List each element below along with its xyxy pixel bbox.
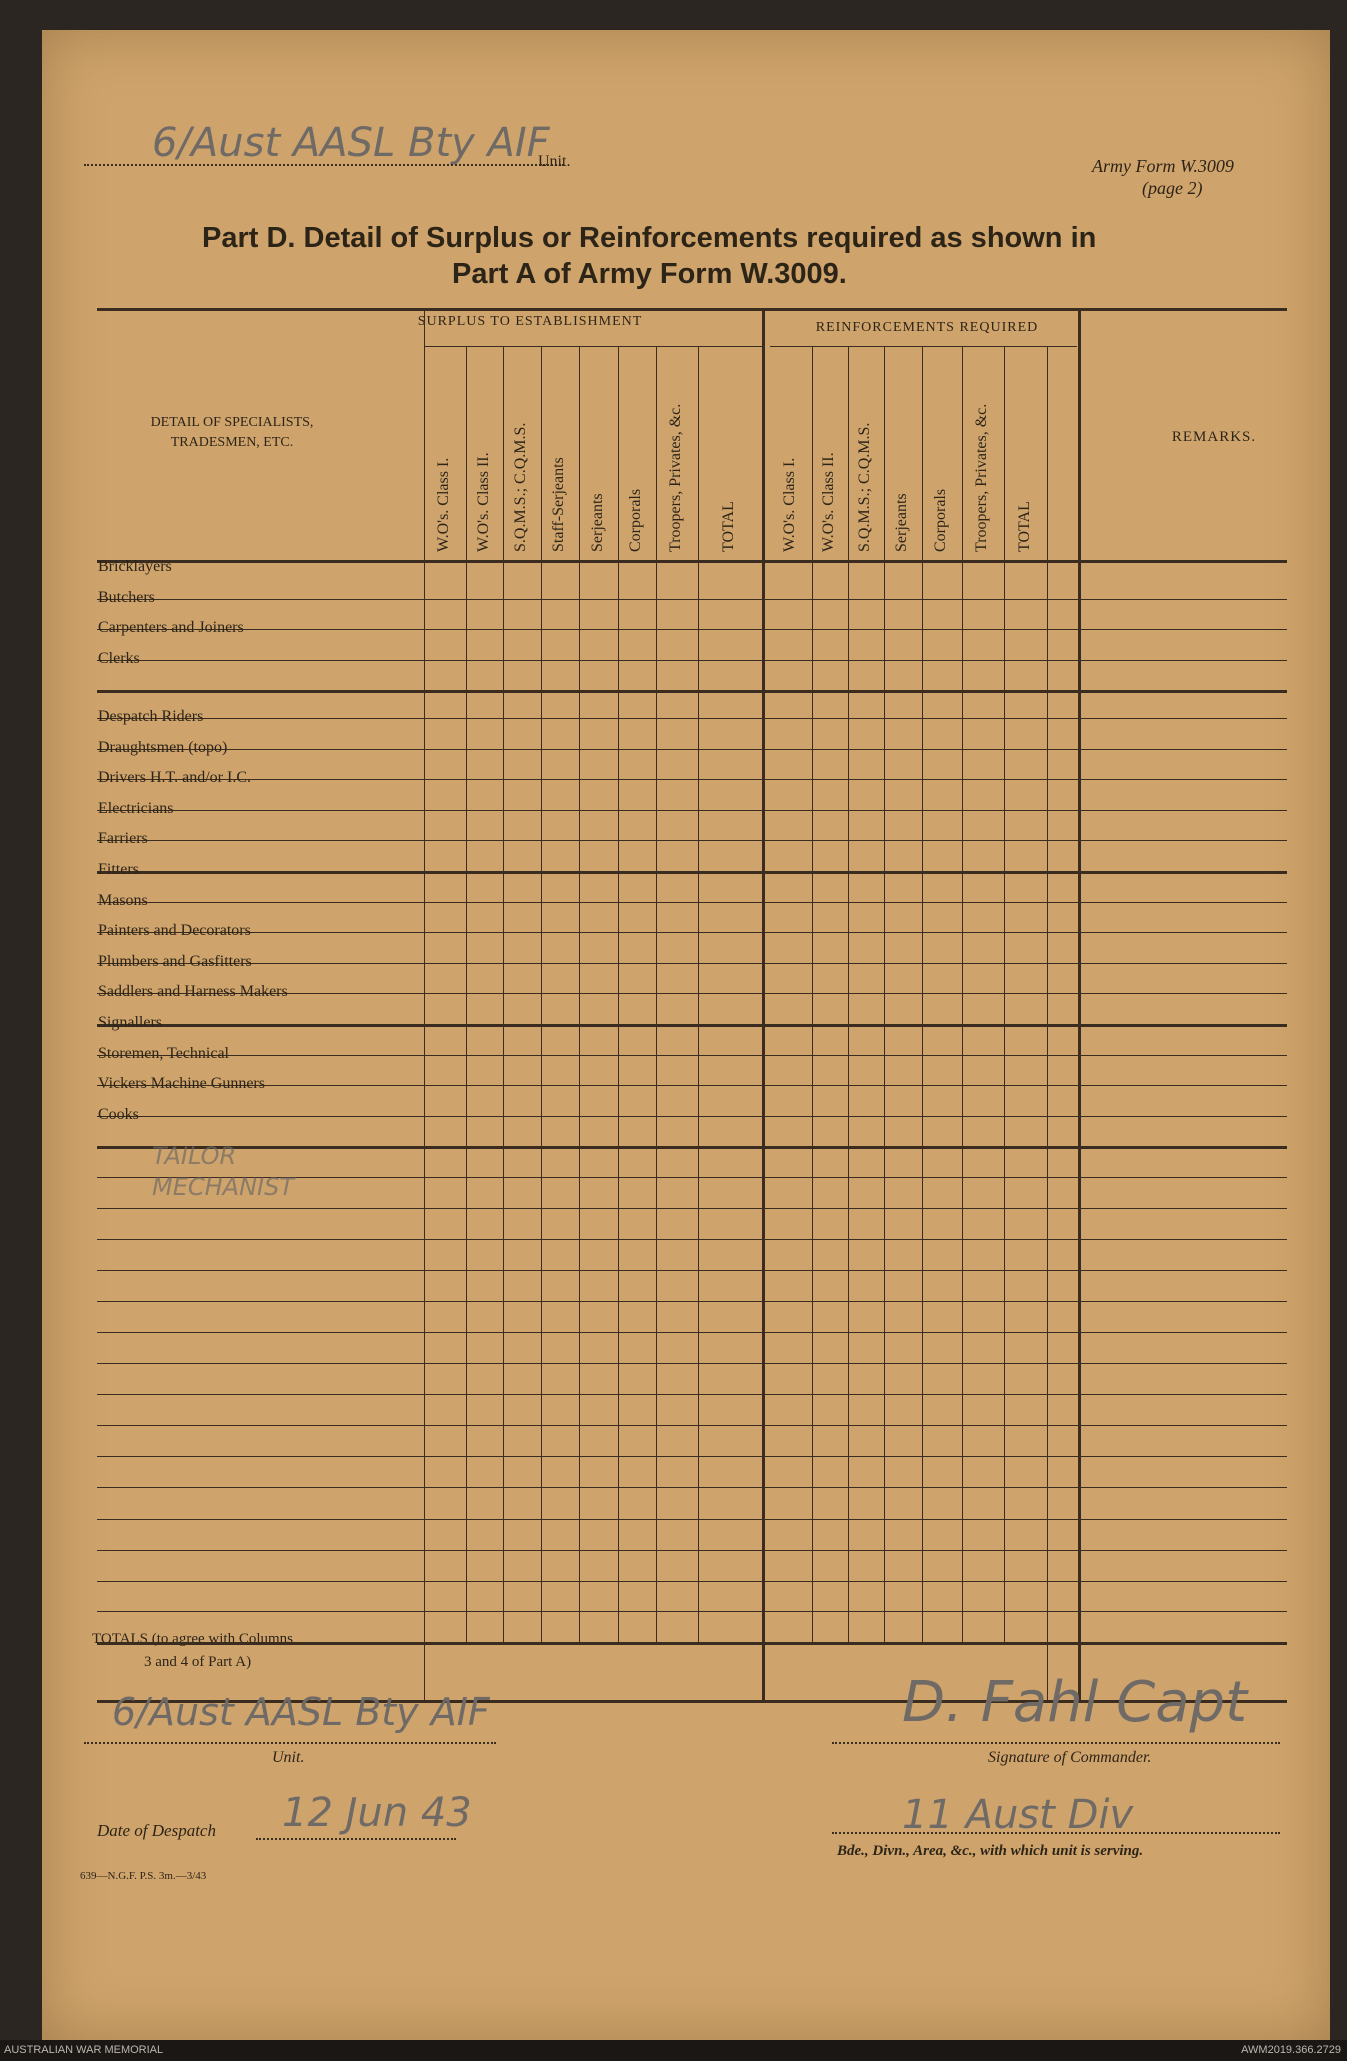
title-line-1: Part D. Detail of Surplus or Reinforcements required as shown in <box>202 222 1097 254</box>
reinf-col-header: W.O's. Class I. <box>781 457 798 552</box>
surplus-col-header: Staff-Serjeants <box>550 457 567 552</box>
row-rule <box>97 1487 1287 1488</box>
totals-top-rule <box>97 1642 1287 1645</box>
row-label: Draughtsmen (topo) <box>98 738 228 756</box>
row-rule <box>97 932 1287 933</box>
reinf-col-header: W.O's. Class II. <box>820 452 837 552</box>
row-label: Despatch Riders <box>98 707 204 725</box>
surplus-col-header: Corporals <box>627 488 644 552</box>
row-rule <box>97 690 1287 693</box>
footer-unit-line <box>84 1742 496 1744</box>
column-rule <box>579 346 580 1642</box>
totals-label-1: TOTALS (to agree with Columns <box>92 1631 293 1647</box>
row-label: Electricians <box>98 799 174 817</box>
column-rule <box>922 346 923 1642</box>
row-rule <box>97 718 1287 719</box>
row-label: Plumbers and Gasfitters <box>98 952 252 970</box>
row-rule <box>97 599 1287 600</box>
surplus-right-rule <box>762 308 765 1700</box>
column-rule <box>424 308 425 1700</box>
unit-handwritten: 6/Aust AASL Bty AIF <box>152 120 550 166</box>
reinf-col-header: Serjeants <box>893 493 910 552</box>
row-rule <box>97 1425 1287 1426</box>
reinf-sub-rule <box>770 346 1077 347</box>
row-label: Cooks <box>98 1105 139 1123</box>
row-label: Clerks <box>98 649 140 667</box>
detail-table <box>42 30 1330 1730</box>
row-rule <box>97 1332 1287 1333</box>
row-label: Vickers Machine Gunners <box>98 1075 265 1093</box>
totals-label-2: 3 and 4 of Part A) <box>144 1654 252 1670</box>
bde-handwritten: 11 Aust Div <box>902 1792 1134 1838</box>
row-rule <box>97 660 1287 661</box>
row-rule <box>97 629 1287 630</box>
row-rule <box>97 1270 1287 1271</box>
row-rule <box>97 1550 1287 1551</box>
row-label: Masons <box>98 891 148 909</box>
surplus-sub-rule <box>424 346 762 347</box>
footer-unit-handwritten: 6/Aust AASL Bty AIF <box>112 1690 490 1734</box>
surplus-col-header: TOTAL <box>720 501 737 552</box>
column-rule <box>812 346 813 1642</box>
row-label: Painters and Decorators <box>98 922 251 940</box>
row-rule <box>97 1055 1287 1056</box>
row-rule <box>97 1581 1287 1582</box>
row-rule <box>97 871 1287 874</box>
reinf-col-header: Troopers, Privates, &c. <box>973 403 990 552</box>
date-line <box>256 1838 456 1840</box>
title-line-2: Part A of Army Form W.3009. <box>452 258 847 290</box>
archive-right: AWM2019.366.2729 <box>1241 2044 1341 2056</box>
row-rule <box>97 902 1287 903</box>
column-rule <box>618 346 619 1642</box>
row-rule <box>97 1024 1287 1027</box>
column-rule <box>884 346 885 1642</box>
row-label: Fitters <box>98 860 139 878</box>
signature-handwritten: D. Fahl Capt <box>902 1670 1248 1735</box>
handwritten-row-label: MECHANIST <box>152 1172 295 1201</box>
reinf-col-header: TOTAL <box>1015 501 1033 552</box>
row-rule <box>97 1239 1287 1240</box>
column-rule <box>541 346 542 1642</box>
row-rule <box>97 749 1287 750</box>
surplus-header: SURPLUS TO ESTABLISHMENT <box>417 314 643 329</box>
row-label: Butchers <box>98 588 155 606</box>
unit-label: Unit. <box>538 153 571 170</box>
form-sheet <box>42 30 1330 2040</box>
column-rule <box>466 346 467 1642</box>
surplus-col-header: Troopers, Privates, &c. <box>667 403 684 552</box>
column-rule <box>698 346 699 1642</box>
row-label: Bricklayers <box>98 558 172 575</box>
row-label: Drivers H.T. and/or I.C. <box>98 769 251 787</box>
row-rule <box>97 810 1287 811</box>
column-rule <box>962 346 963 1642</box>
row-rule <box>97 1116 1287 1117</box>
row-rule <box>97 963 1287 964</box>
row-label: Farriers <box>98 830 148 848</box>
row-rule <box>97 840 1287 841</box>
column-rule <box>848 346 849 1642</box>
surplus-col-header: S.Q.M.S.; C.Q.M.S. <box>512 422 529 552</box>
reinforcements-header: REINFORCEMENTS REQUIRED <box>815 320 1039 335</box>
bde-line <box>832 1832 1280 1834</box>
row-rule <box>97 1456 1287 1457</box>
row-label: Carpenters and Joiners <box>98 619 244 637</box>
row-label: Storemen, Technical <box>98 1044 229 1062</box>
row-label: Signallers <box>98 1013 162 1031</box>
remarks-header: REMARKS. <box>1171 429 1257 445</box>
column-rule <box>1047 346 1048 1700</box>
row-rule <box>97 1085 1287 1086</box>
column-rule <box>503 346 504 1642</box>
surplus-col-header: W.O's. Class II. <box>474 452 492 552</box>
reinf-col-header: Corporals <box>932 488 949 552</box>
form-ref: Army Form W.3009 <box>1092 156 1234 176</box>
row-rule <box>97 1301 1287 1302</box>
archive-left: AUSTRALIAN WAR MEMORIAL <box>4 2044 164 2056</box>
detail-header: DETAIL OF SPECIALISTS, TRADESMEN, ETC. <box>150 415 314 450</box>
footer-unit-label: Unit. <box>272 1749 305 1766</box>
row-rule <box>97 1611 1287 1612</box>
print-ref: 639—N.G.F. P.S. 3m.—3/43 <box>80 1870 207 1882</box>
surplus-col-header: Serjeants <box>588 493 606 552</box>
date-handwritten: 12 Jun 43 <box>282 1790 472 1836</box>
row-rule <box>97 1394 1287 1395</box>
row-rule <box>97 1363 1287 1364</box>
row-rule <box>97 1146 1287 1149</box>
header-bottom-rule <box>97 560 1287 563</box>
column-rule <box>656 346 657 1642</box>
surplus-col-header: W.O's. Class I. <box>435 457 452 552</box>
column-rule <box>1004 346 1005 1642</box>
reinf-col-header: S.Q.M.S.; C.Q.M.S. <box>856 422 873 552</box>
row-rule <box>97 779 1287 780</box>
row-label: Saddlers and Harness Makers <box>98 983 288 1001</box>
row-rule <box>97 1208 1287 1209</box>
signature-line <box>832 1742 1280 1744</box>
form-page: (page 2) <box>1142 178 1203 198</box>
archive-footer <box>0 2040 1347 2061</box>
bde-label: Bde., Divn., Area, &c., with which unit is serving. <box>837 1843 1144 1859</box>
handwritten-row-label: TAILOR <box>152 1142 237 1171</box>
signature-label: Signature of Commander. <box>988 1749 1152 1766</box>
date-label: Date of Despatch <box>97 1821 216 1840</box>
remarks-left-rule <box>1078 308 1081 1700</box>
table-top-rule <box>97 308 1287 311</box>
row-rule <box>97 1519 1287 1520</box>
